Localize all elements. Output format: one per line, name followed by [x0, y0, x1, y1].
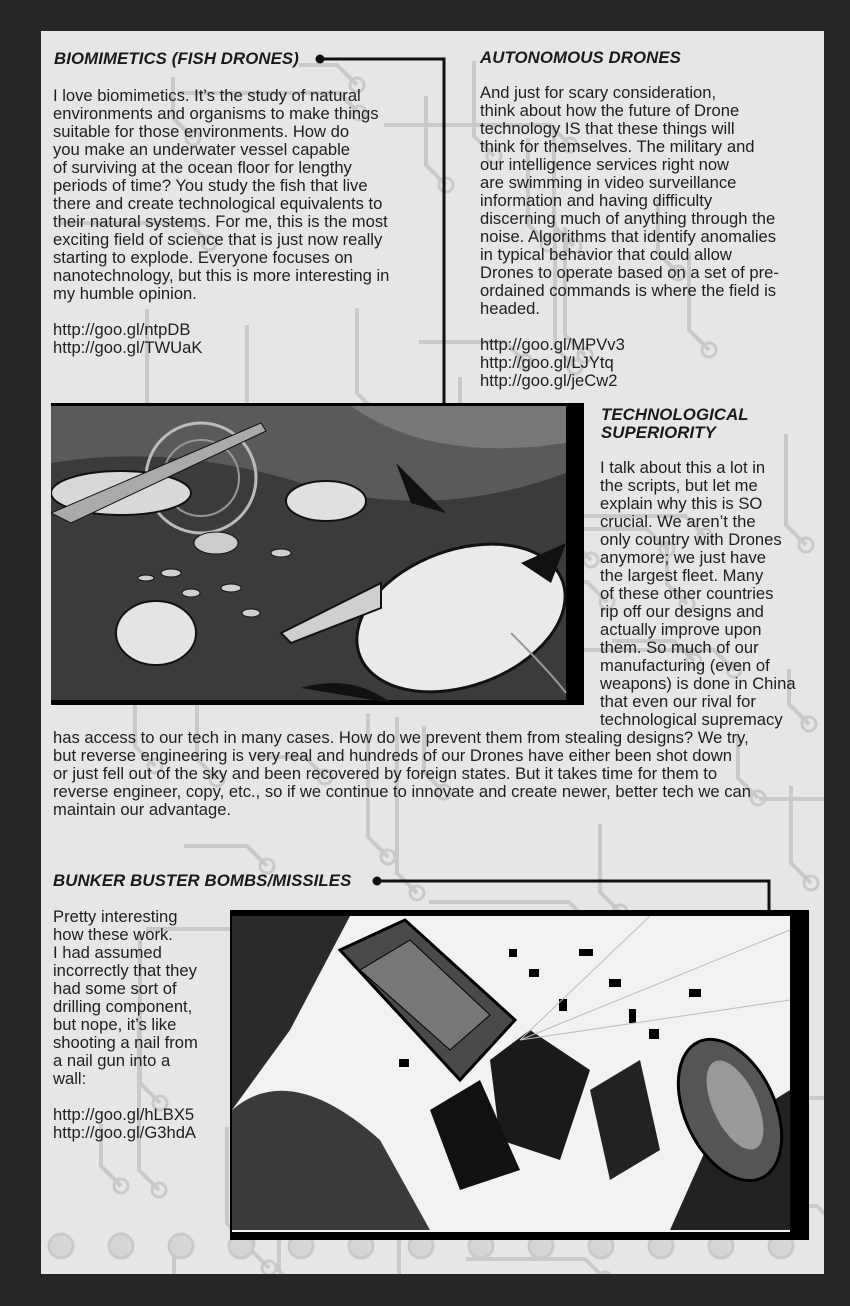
heading-superiority: SUPERIORITY [601, 423, 716, 442]
heading-technological-superiority [601, 406, 749, 442]
bunker-links [53, 1106, 233, 1142]
biomimetics-links [53, 321, 433, 357]
bunker-body: Pretty interesting how these work. I had assumed incorrectly that they had some sort of drilling component, but nope, it’s like shooting a nail from a nail gun into a wall: [53, 907, 198, 1088]
fish-drones-illustration [51, 403, 584, 705]
autonomous-links [480, 336, 820, 390]
superiority-body-side: I talk about this a lot in the scripts, but let me explain why this is SO crucial. We aren’t the only country with Drones anymore; we just have the largest fleet. Many of these other countries rip off our designs and actually improve upon them. So much of our manufacturing (even of weapons) is done in China that even our rival for technological supremacy [600, 458, 796, 729]
autonomous-body: And just for scary consideration, think about how the future of Drone technology IS that these things will think for themselves. The military and our intelligence services right now are swimming in video surveillance information and having difficulty discerning much of anything through the noise. Algorithms that identify anomalies in typical behavior that could allow Drones to operate based on a set of pre- ordained commands is where the field is headed. [480, 83, 779, 318]
heading-autonomous-drones: AUTONOMOUS DRONES [480, 48, 681, 67]
bunker-section [53, 908, 233, 1142]
heading-biomimetics: BIOMIMETICS (FISH DRONES) [54, 49, 299, 68]
link-ntpdb[interactable]: http://goo.gl/ntpDB [53, 320, 191, 339]
link-jecw2[interactable]: http://goo.gl/jeCw2 [480, 371, 618, 390]
biomimetics-body: I love biomimetics. It’s the study of natural environments and organisms to make things suitable for those environments. How do you make an underwater vessel capable of surviving at the ocean floor for lengthy periods of time? You study the fish that live there and create technological equivalents to their natural systems. For me, this is the most exciting field of science that is just now really starting to explode. Everyone focuses on nanotechnology, but this is more interesting in my humble opinion. [53, 86, 390, 303]
link-mpvv3[interactable]: http://goo.gl/MPVv3 [480, 335, 625, 354]
comic-page [41, 31, 824, 1274]
link-twuak[interactable]: http://goo.gl/TWUaK [53, 338, 203, 357]
biomimetics-section [53, 87, 433, 357]
bunker-buster-panel [230, 910, 809, 1240]
autonomous-section [480, 84, 820, 390]
bunker-buster-illustration [230, 910, 809, 1240]
link-g3hda[interactable]: http://goo.gl/G3hdA [53, 1123, 196, 1142]
heading-bunker-buster: BUNKER BUSTER BOMBS/MISSILES [53, 871, 352, 890]
heading-technological: TECHNOLOGICAL [601, 405, 749, 424]
link-hlbx5[interactable]: http://goo.gl/hLBX5 [53, 1105, 195, 1124]
superiority-body-wide: has access to our tech in many cases. How do we prevent them from stealing designs? We try, but reverse engineering is very real and hundreds of our Drones have either been shot down or just fell out of the sky and been recovered by foreign states. But it takes time for them to reverse engineer, copy, etc., so if we continue to innovate and create newer, better tech we can maintain our advantage. [53, 728, 751, 819]
fish-drones-panel [51, 403, 584, 705]
link-ljytq[interactable]: http://goo.gl/LJYtq [480, 353, 614, 372]
